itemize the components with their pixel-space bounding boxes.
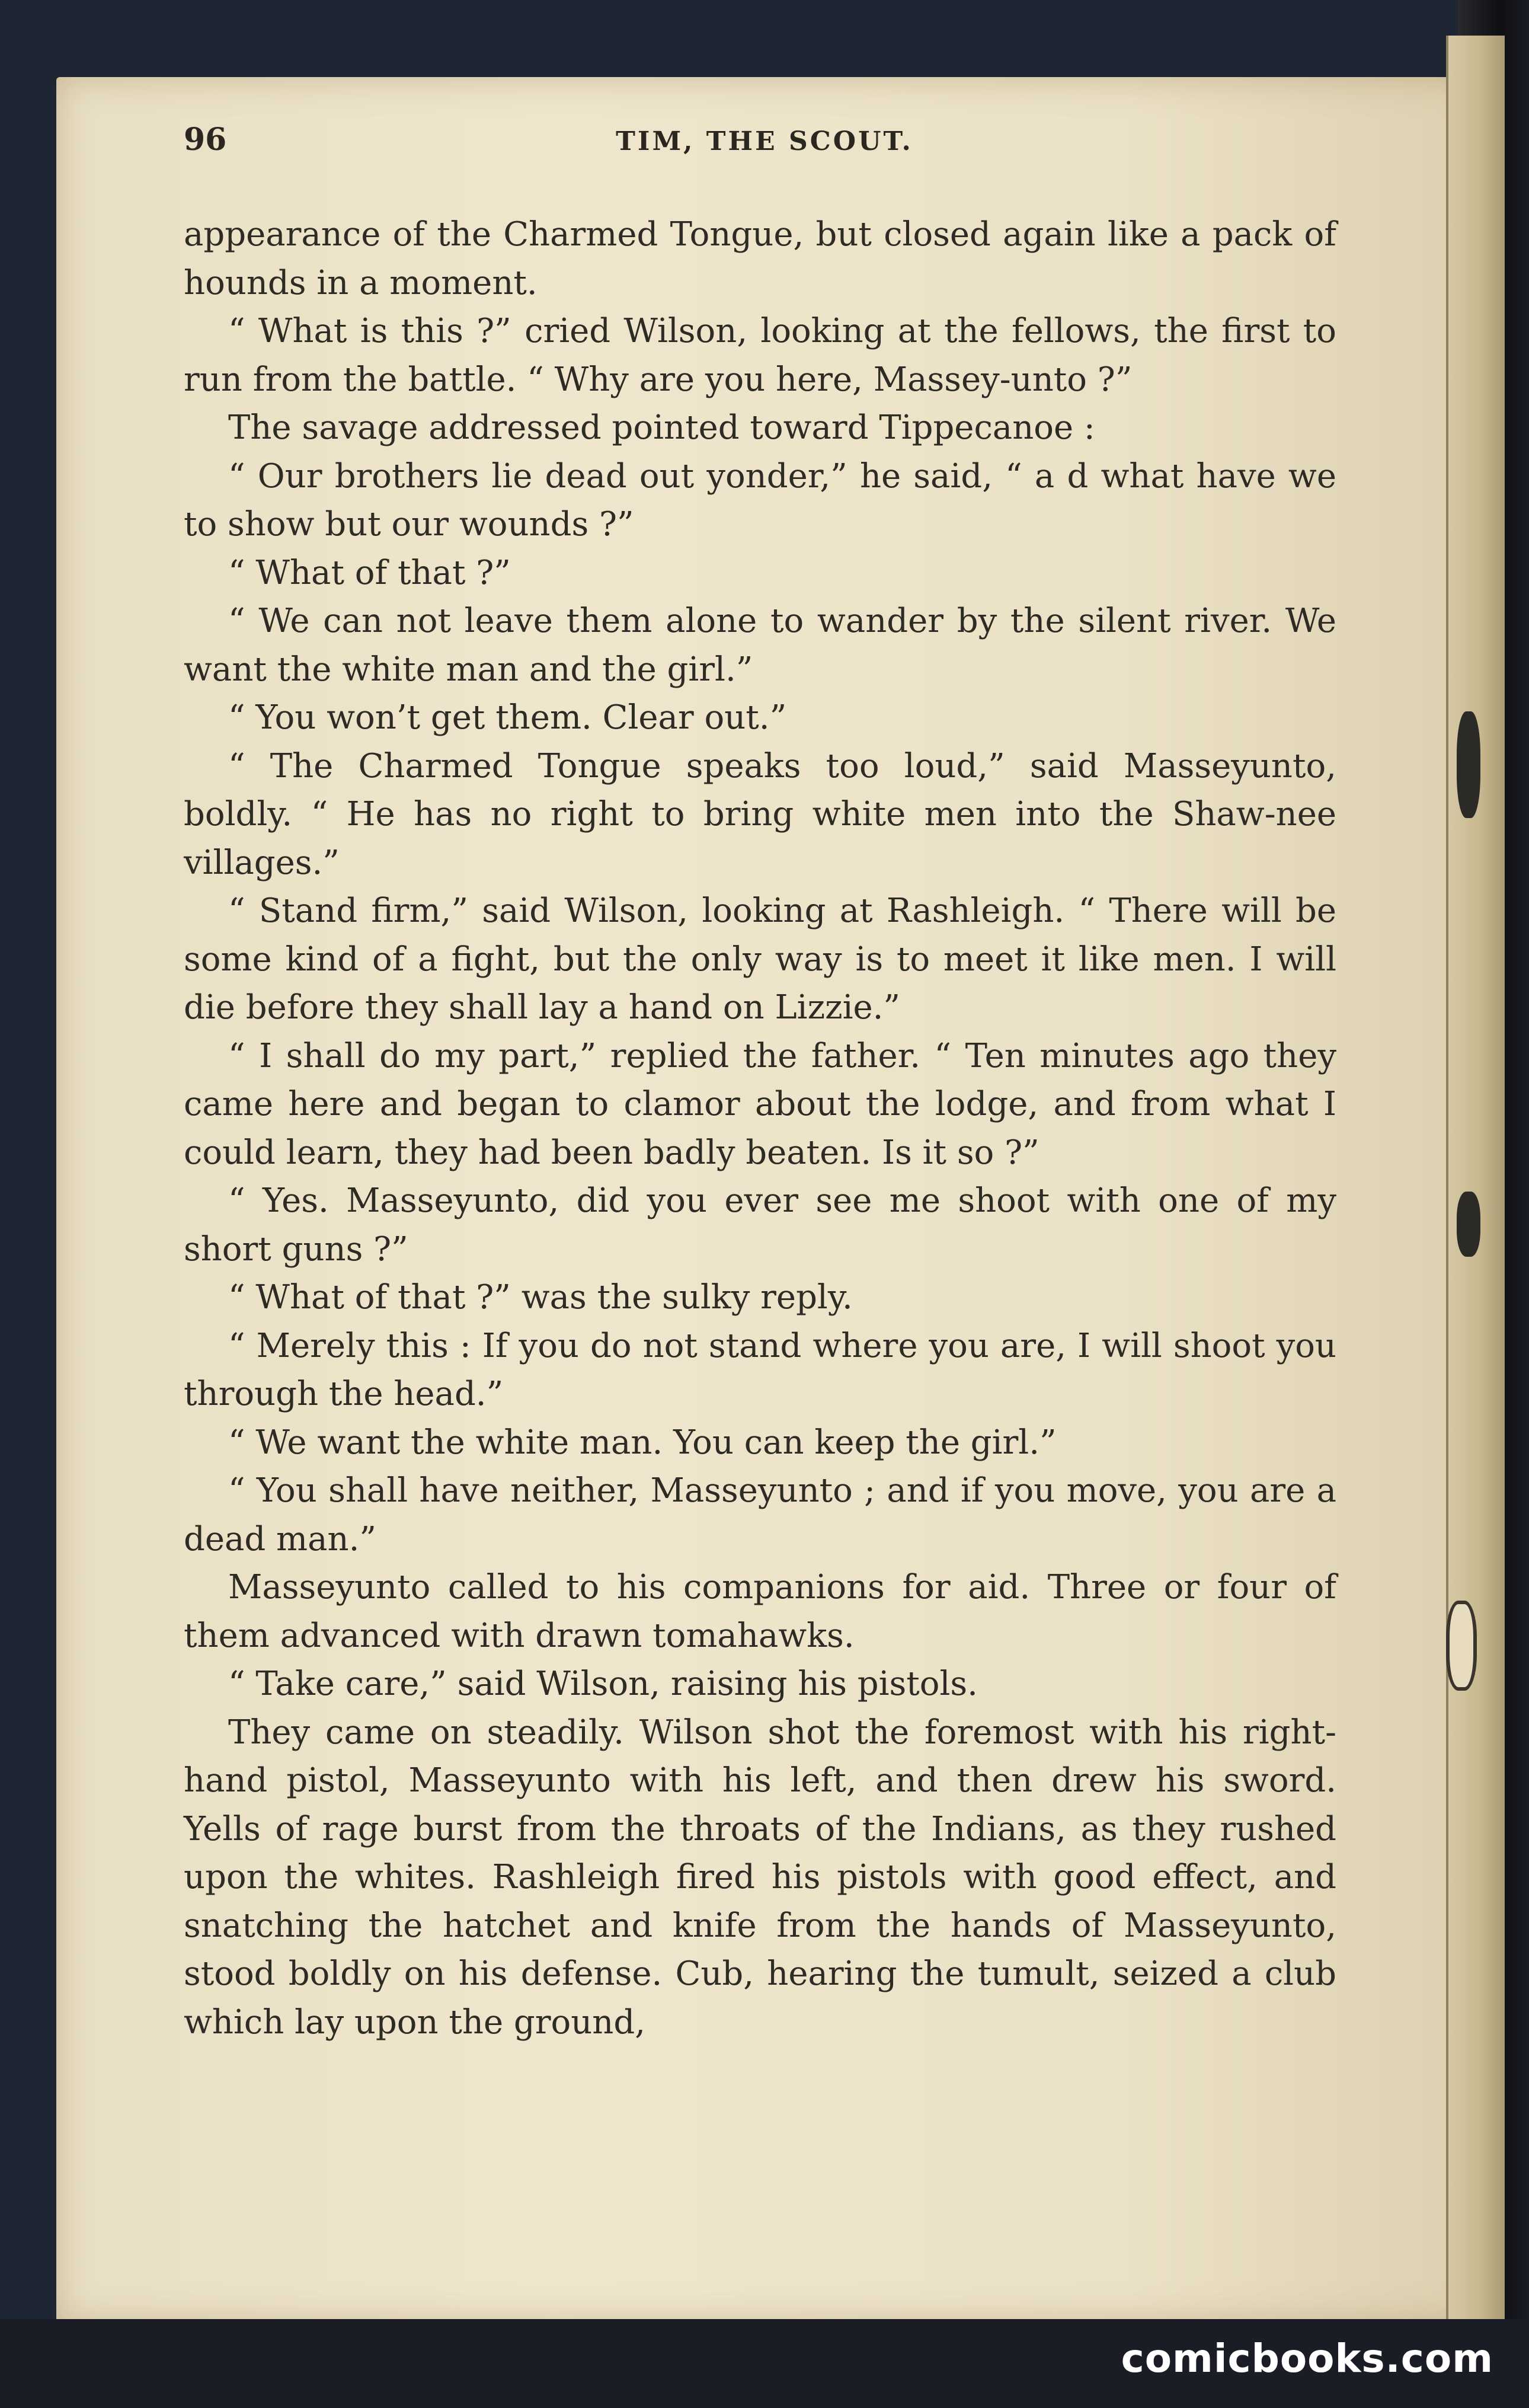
paragraph: “ Yes. Masseyunto, did you ever see me shoot with one of my short guns ?” (184, 1181, 1336, 1269)
paragraph: They came on steadily. Wilson shot the foremost with his right-hand pistol, Masseyunto with his left, and then drew his sword. Yells of rage burst from the throats of the Indians, as they rushed upon the whites. Rashleigh fired his pistols with good effect, and snatching the hatchet and knife from the hands of Masseyunto, stood boldly on his defense. Cub, hearing the tumult, seized a club which lay upon the ground, (184, 1713, 1336, 2042)
body-text (184, 210, 1336, 2046)
running-title: TIM, THE SCOUT. (616, 126, 913, 157)
page-tear-mark (1457, 711, 1480, 818)
paragraph: “ We can not leave them alone to wander by the silent river. We want the white man and the girl.” (184, 602, 1336, 689)
paragraph: Masseyunto called to his companions for aid. Three or four of them advanced with drawn tomahawks. (184, 1568, 1336, 1655)
paragraph: appearance of the Charmed Tongue, but closed again like a pack of hounds in a moment. (184, 215, 1336, 302)
footer-band (0, 2319, 1529, 2408)
watermark: comicbooks.com (1121, 2336, 1493, 2381)
paragraph: “ You won’t get them. Clear out.” (228, 698, 787, 737)
paragraph: “ Merely this : If you do not stand where you are, I will shoot you through the head.” (184, 1326, 1336, 1413)
page-tear-mark (1446, 1601, 1477, 1691)
paragraph: “ What is this ?” cried Wilson, looking at the fellows, the first to run from the battle. “ Why are you here, Massey-unto ?” (184, 312, 1336, 399)
paragraph: “ The Charmed Tongue speaks too loud,” said Masseyunto, boldly. “ He has no right to bring white men into the Shaw-nee villages.” (184, 746, 1336, 882)
paragraph: “ We want the white man. You can keep the girl.” (228, 1423, 1057, 1462)
paragraph: “ What of that ?” (228, 553, 511, 592)
paragraph: “ Take care,” said Wilson, raising his pistols. (228, 1665, 978, 1703)
page-number: 96 (184, 122, 227, 158)
paragraph: “ What of that ?” was the sulky reply. (228, 1278, 853, 1317)
page-header (184, 122, 1345, 163)
paragraph: “ Our brothers lie dead out yonder,” he said, “ a d what have we to show but our wounds ?” (184, 456, 1336, 544)
page-tear-mark (1457, 1192, 1480, 1257)
paragraph: “ Stand firm,” said Wilson, looking at Rashleigh. “ There will be some kind of a fight, but the only way is to meet it like men. I will die before they shall lay a hand on Lizzie.” (184, 892, 1336, 1027)
paragraph: The savage addressed pointed toward Tippecanoe : (228, 408, 1095, 447)
paragraph: “ You shall have neither, Masseyunto ; and if you move, you are a dead man.” (184, 1471, 1336, 1559)
paragraph: “ I shall do my part,” replied the father. “ Ten minutes ago they came here and began to clamor about the lodge, and from what I could learn, they had been badly beaten. Is it so ?” (184, 1036, 1336, 1172)
